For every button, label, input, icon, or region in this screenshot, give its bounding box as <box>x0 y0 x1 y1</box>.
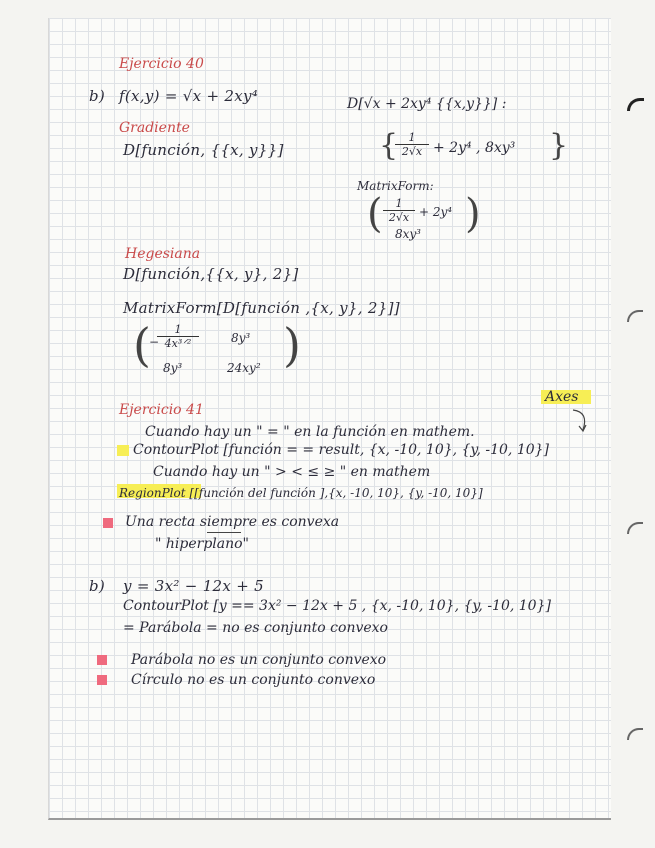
axes-arrow-icon <box>569 406 595 436</box>
recta-convexa-line: Una recta siempre es convexa <box>125 514 340 530</box>
exercise-41-title: Ejercicio 41 <box>119 402 204 418</box>
recta-underline <box>207 532 241 533</box>
contourplot-line: ContourPlot [función = = result, {x, -10, 10}, {y, -10, 10}] <box>133 442 550 458</box>
note-equals-line: Cuando hay un " = " en la función en mathem. <box>145 424 475 440</box>
hessian-open-paren: ( <box>133 318 151 372</box>
notebook-page <box>48 18 611 820</box>
binder-hole-mark <box>627 728 643 740</box>
parabola-note: = Parábola = no es conjunto convexo <box>123 620 388 636</box>
h11-den: 4x³ᐟ² <box>164 337 192 350</box>
yellow-bullet <box>117 445 129 456</box>
exercise-40-title: Ejercicio 40 <box>119 56 204 72</box>
note-inequality-line: Cuando hay un " > < ≤ ≥ " en mathem <box>153 464 431 480</box>
matrixform-label: MatrixForm: <box>357 179 434 193</box>
result-close-brace: } <box>549 128 569 163</box>
derivative-command: D[√x + 2xy⁴ {{x,y}}] : <box>347 96 507 112</box>
pink-bullet-3 <box>97 675 107 685</box>
hessian-close-paren: ) <box>283 318 301 372</box>
parabola-not-convex: Parábola no es un conjunto convexo <box>131 652 387 668</box>
quadratic-equation: y = 3x² − 12x + 5 <box>123 577 264 595</box>
part-b2-label: b) <box>89 577 106 595</box>
circle-not-convex: Círculo no es un conjunto convexo <box>131 672 376 688</box>
pink-bullet-2 <box>97 655 107 665</box>
hessian-matrixform-command: MatrixForm[D[función ,{x, y}, 2}]] <box>123 299 400 317</box>
mf-fraction-num: 1 <box>383 198 415 211</box>
regionplot-line: RegionPlot [[función del función ],{x, -10, 10}, {y, -10, 10}] <box>119 486 483 500</box>
h11-num: 1 <box>157 324 199 337</box>
h22: 24xy² <box>227 361 261 375</box>
mf-fraction-den: 2√x <box>388 211 410 224</box>
h11-fraction <box>157 324 199 350</box>
result-open-brace: { <box>379 128 399 163</box>
function-definition: f(x,y) = √x + 2xy⁴ <box>119 87 259 105</box>
gradient-command: D[función, {{x, y}}] <box>123 141 284 159</box>
mf-close-paren: ) <box>465 191 481 237</box>
h21: 8y³ <box>163 361 183 375</box>
contourplot-quadratic: ContourPlot [y == 3x² − 12x + 5 , {x, -10, 10}, {y, -10, 10}] <box>123 598 551 614</box>
result-rest: + 2y⁴ , 8xy³ <box>433 140 516 156</box>
part-b-label: b) <box>89 87 106 105</box>
h12: 8y³ <box>231 331 251 345</box>
binder-hole-mark <box>627 310 643 322</box>
gradient-label: Gradiente <box>119 120 190 136</box>
result-fraction-num: 1 <box>395 132 429 145</box>
mf-fraction <box>383 198 415 224</box>
pink-bullet-1 <box>103 518 113 528</box>
result-fraction-den: 2√x <box>401 145 423 158</box>
hessian-label: Hegesiana <box>125 246 201 262</box>
mf-row2: 8xy³ <box>395 227 421 241</box>
h11-sign: − <box>149 335 160 349</box>
binder-hole-mark <box>627 98 644 111</box>
hessian-command: D[función,{{x, y}, 2}] <box>123 265 299 283</box>
axes-note: Axes <box>545 389 579 405</box>
mf-rest: + 2y⁴ <box>419 205 453 219</box>
mf-open-paren: ( <box>367 191 383 237</box>
result-fraction <box>395 132 429 158</box>
binder-hole-mark <box>627 522 643 534</box>
hiperplano-line: " hiperplano" <box>155 536 249 552</box>
